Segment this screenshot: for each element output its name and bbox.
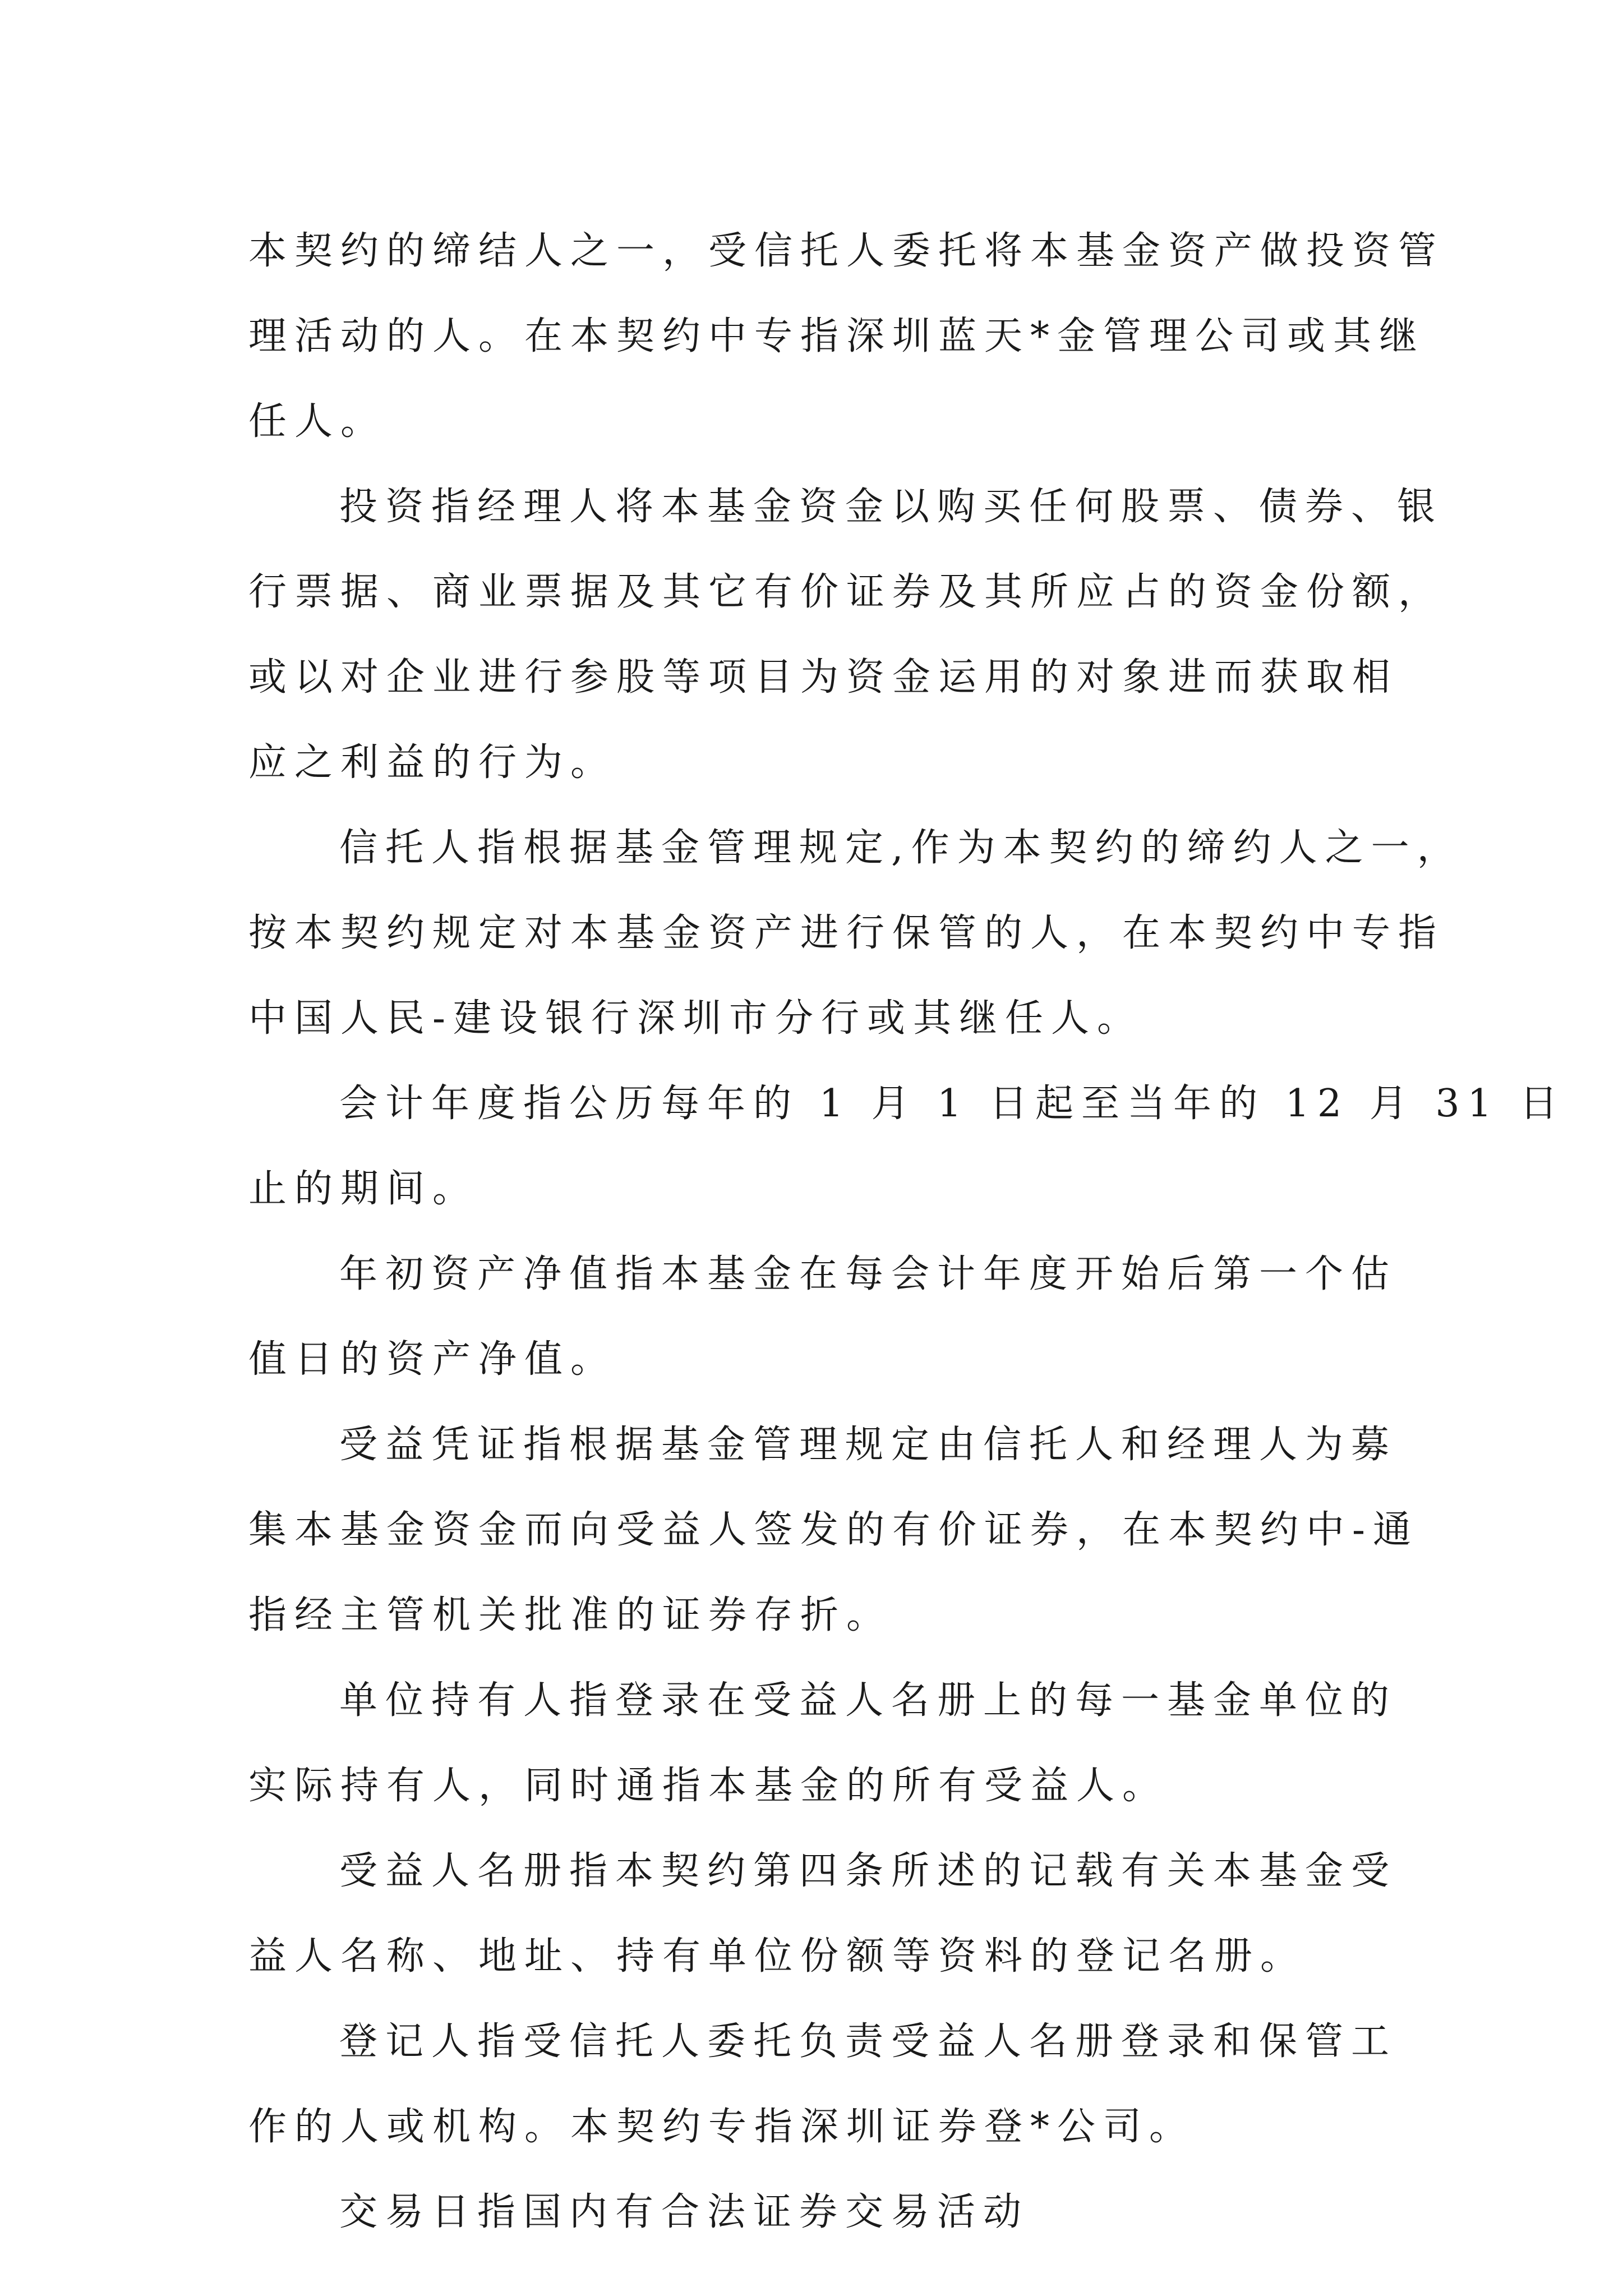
text-line: 实际持有人，同时通指本基金的所有受益人。 — [248, 1764, 1169, 1808]
text-line: 投资指经理人将本基金资金以购买任何股票、债券、银 — [339, 485, 1444, 529]
text-line: 受益人名册指本契约第四条所述的记载有关本基金受 — [339, 1849, 1398, 1893]
text-line: 信托人指根据基金管理规定,作为本契约的缔约人之一， — [339, 826, 1463, 870]
text-line: 止的期间。 — [248, 1167, 479, 1211]
text-line: 会计年度指公历每年的 1 月 1 日起至当年的 12 月 31 日 — [339, 1082, 1566, 1126]
text-line: 登记人指受信托人委托负责受益人名册登录和保管工 — [339, 2019, 1398, 2064]
text-line: 交易日指国内有合法证券交易活动 — [339, 2190, 1030, 2234]
text-line: 按本契约规定对本基金资产进行保管的人，在本契约中专指 — [248, 911, 1445, 955]
text-line: 理活动的人。在本契约中专指深圳蓝天*金管理公司或其继 — [248, 314, 1426, 358]
text-line: 任人。 — [248, 399, 387, 444]
text-line: 指经主管机关批准的证券存折。 — [248, 1593, 893, 1637]
text-line: 年初资产净值指本基金在每会计年度开始后第一个估 — [339, 1252, 1398, 1296]
text-line: 益人名称、地址、持有单位份额等资料的登记名册。 — [248, 1934, 1307, 1978]
text-line: 中国人民-建设银行深圳市分行或其继任人。 — [248, 996, 1143, 1041]
text-line: 集本基金资金而向受益人签发的有价证券，在本契约中-通 — [248, 1508, 1419, 1552]
text-line: 作的人或机构。本契约专指深圳证券登*公司。 — [248, 2105, 1196, 2149]
text-line: 单位持有人指登录在受益人名册上的每一基金单位的 — [339, 1678, 1398, 1723]
text-line: 值日的资产净值。 — [248, 1337, 617, 1382]
text-line: 应之利益的行为。 — [248, 740, 617, 785]
text-line: 受益凭证指根据基金管理规定由信托人和经理人为募 — [339, 1423, 1398, 1467]
text-line: 本契约的缔结人之一，受信托人委托将本基金资产做投资管 — [248, 229, 1445, 273]
text-line: 或以对企业进行参股等项目为资金运用的对象进而获取相 — [248, 655, 1399, 700]
document-body — [248, 209, 1566, 2255]
text-line: 行票据、商业票据及其它有价证券及其所应占的资金份额， — [248, 570, 1445, 614]
